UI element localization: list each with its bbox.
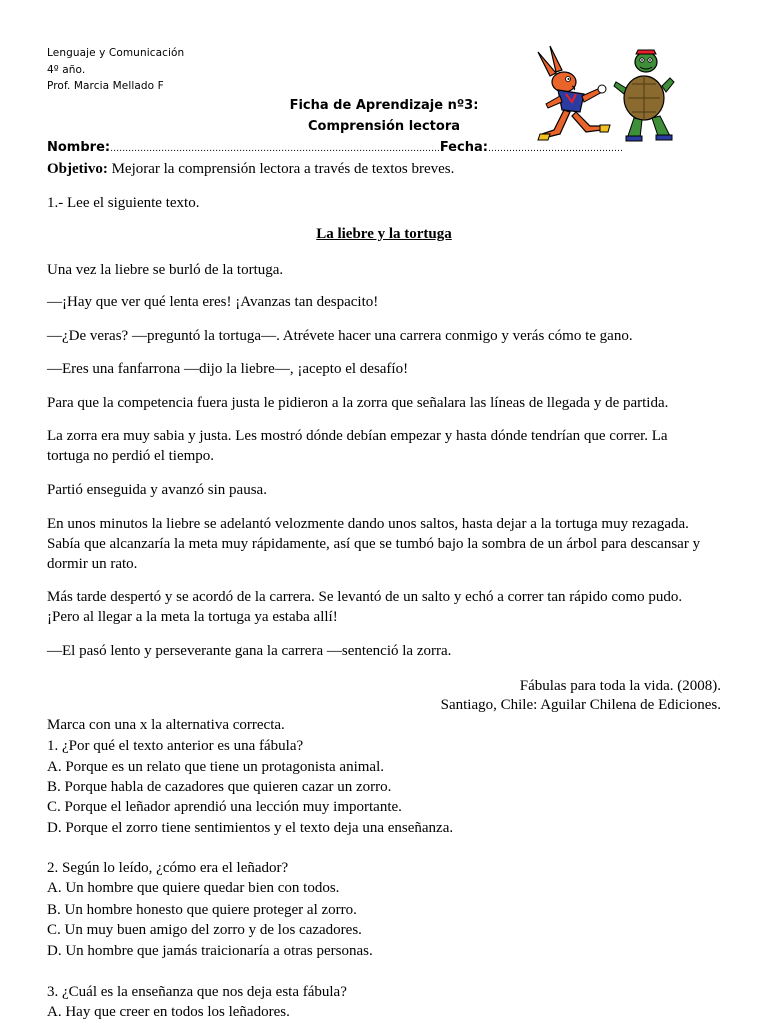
story-title: La liebre y la tortuga [316, 226, 452, 242]
objective-text: Mejorar la comprensión lectora a través de textos breves. [107, 161, 455, 177]
story-paragraph: La zorra era muy sabia y justa. Les mostró dónde debían empezar y hasta dónde tendrían que correr. La [47, 428, 668, 444]
worksheet-title: Ficha de Aprendizaje nº3: [289, 98, 479, 113]
grade-label: 4º año. [47, 64, 86, 76]
name-field[interactable]: …………………………………………………………………………………………….…. [110, 144, 440, 154]
q1-option-b[interactable]: B. Porque habla de cazadores que quieren cazar un zorro. [47, 779, 392, 795]
story-paragraph: —Eres una fanfarrona —dijo la liebre—, ¡acepto el desafío! [47, 361, 409, 377]
teacher-label: Prof. Marcia Mellado F [47, 80, 164, 92]
story-paragraph: ¡Pero al llegar a la meta la tortuga ya estaba allí! [47, 609, 338, 625]
q2-option-d[interactable]: D. Un hombre que jamás traicionaría a otras personas. [47, 943, 373, 959]
question-1: 1. ¿Por qué el texto anterior es una fábula? [47, 738, 304, 754]
q2-option-a[interactable]: A. Un hombre que quiere quedar bien con todos. [47, 880, 340, 896]
q3-option-a[interactable]: A. Hay que creer en todos los leñadores. [47, 1004, 290, 1020]
instruction-read: 1.- Lee el siguiente texto. [47, 195, 200, 211]
story-paragraph: En unos minutos la liebre se adelantó velozmente dando unos saltos, hasta dejar a la tortuga muy rezagada. [47, 516, 689, 532]
worksheet-subtitle: Comprensión lectora [307, 119, 461, 134]
story-paragraph: Sabía que alcanzaría la meta muy rápidamente, así que se tumbó bajo la sombra de un árbol para descansar y [47, 536, 701, 552]
story-title-row [0, 226, 768, 243]
story-paragraph: Partió enseguida y avanzó sin pausa. [47, 482, 267, 498]
objective-label: Objetivo: [47, 161, 108, 177]
story-paragraph: Para que la competencia fuera justa le pidieron a la zorra que señalara las líneas de llegada y de partida. [47, 395, 669, 411]
instruction-mark: Marca con una x la alternativa correcta. [47, 717, 285, 733]
q1-option-c[interactable]: C. Porque el leñador aprendió una lección muy importante. [47, 799, 402, 815]
story-paragraph: dormir un rato. [47, 556, 138, 572]
subject-label: Lenguaje y Comunicación [47, 47, 185, 59]
question-2: 2. Según lo leído, ¿cómo era el leñador? [47, 860, 289, 876]
question-3: 3. ¿Cuál es la enseñanza que nos deja esta fábula? [47, 984, 347, 1000]
date-label: Fecha: [439, 140, 488, 155]
story-paragraph: Una vez la liebre se burló de la tortuga. [47, 262, 284, 278]
q1-option-d[interactable]: D. Porque el zorro tiene sentimientos y el texto deja una enseñanza. [47, 820, 454, 836]
story-paragraph: Más tarde despertó y se acordó de la carrera. Se levantó de un salto y echó a correr tan rápido como pudo. [47, 589, 683, 605]
q2-option-c[interactable]: C. Un muy buen amigo del zorro y de los cazadores. [47, 922, 362, 938]
q1-option-a[interactable]: A. Porque es un relato que tiene un protagonista animal. [47, 759, 384, 775]
source-citation-line1: Fábulas para toda la vida. (2008). [519, 678, 721, 694]
source-citation-line2: Santiago, Chile: Aguilar Chilena de Ediciones. [440, 697, 721, 713]
name-date-row [47, 140, 707, 155]
name-label: Nombre: [47, 140, 111, 155]
q2-option-b[interactable]: B. Un hombre honesto que quiere proteger al zorro. [47, 902, 357, 918]
objective [47, 159, 727, 179]
story-paragraph: —¡Hay que ver qué lenta eres! ¡Avanzas tan despacito! [47, 294, 379, 310]
story-paragraph: tortuga no perdió el tiempo. [47, 448, 215, 464]
story-paragraph: —¿De veras? —preguntó la tortuga—. Atrévete hacer una carrera conmigo y verás cómo te gano. [47, 328, 633, 344]
date-field[interactable]: ……………………………………… [487, 144, 623, 154]
story-paragraph: —El pasó lento y perseverante gana la carrera —sentenció la zorra. [47, 643, 452, 659]
